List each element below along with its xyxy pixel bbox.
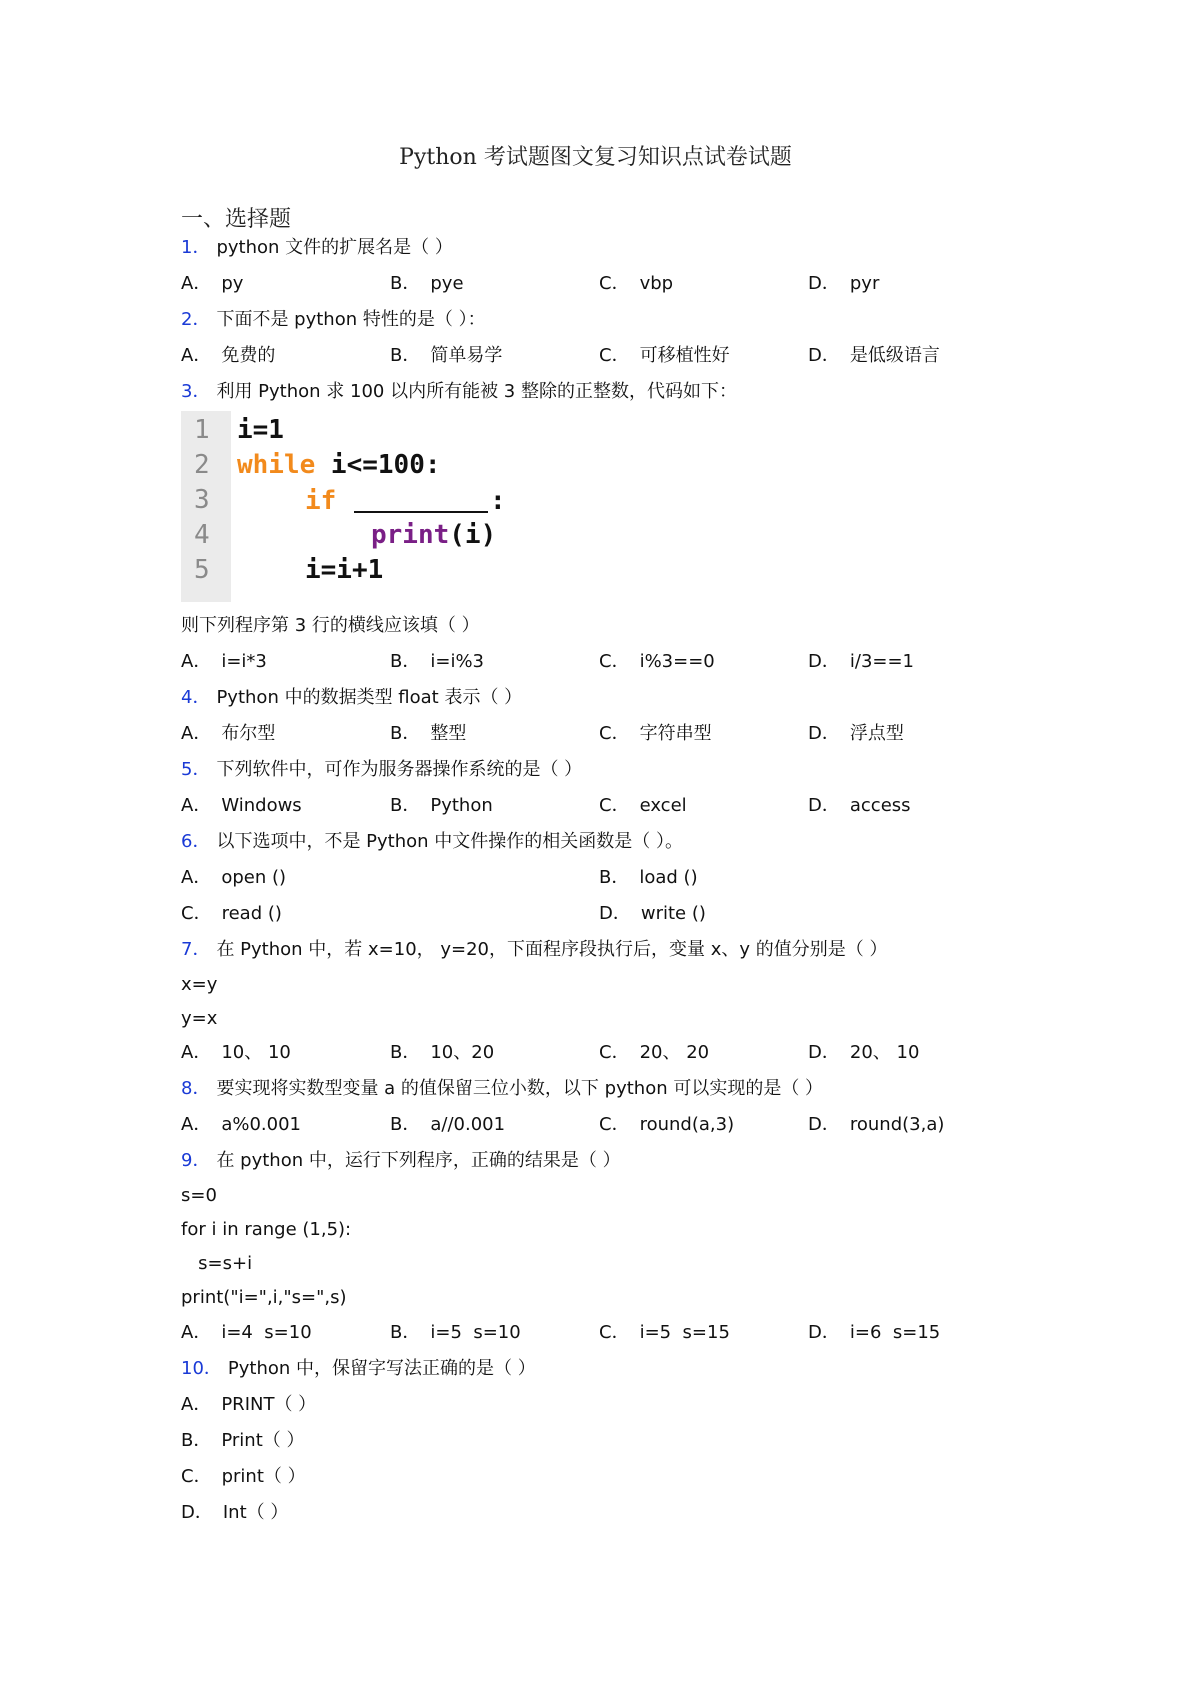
document-title: Python 考试题图文复习知识点试卷试题: [399, 145, 792, 170]
option-b: B． 10、20: [390, 1042, 495, 1063]
keyword: while: [237, 450, 316, 480]
option-b: B． pye: [390, 273, 464, 294]
option-c: C． i=5 s=15: [599, 1322, 730, 1343]
option-b: B． 简单易学: [390, 345, 503, 366]
code-line: s=0: [181, 1185, 217, 1206]
question-text: 在 Python 中，若 x=10， y=20，下面程序段执行后，变量 x、y 的值分别是（ ）: [216, 939, 888, 960]
option-d: D． 浮点型: [808, 723, 904, 744]
question-number: 10．: [181, 1358, 222, 1379]
question-number: 1．: [181, 237, 211, 258]
option-d: D． Int（ ）: [181, 1502, 289, 1523]
code-line-2: while i<=100:: [237, 450, 441, 480]
option-d: D． 20、 10: [808, 1042, 920, 1063]
option-c: C． round(a,3): [599, 1114, 735, 1135]
question-number: 5．: [181, 759, 211, 780]
option-c: C． i%3==0: [599, 651, 715, 672]
question-number: 4．: [181, 687, 211, 708]
option-d: D． i/3==1: [808, 651, 915, 672]
question-text: 下面不是 python 特性的是（ ）：: [216, 309, 486, 330]
line-number: 1: [194, 415, 210, 445]
question-text: 以下选项中，不是 Python 中文件操作的相关函数是（ ）。: [216, 831, 684, 852]
code-line-4: print(i): [371, 520, 497, 550]
question-9: [181, 1149, 621, 1173]
option-b: B． Print（ ）: [181, 1430, 305, 1451]
code-snippet: [181, 411, 511, 602]
option-c: C． excel: [599, 795, 687, 816]
function-name: print: [371, 520, 450, 550]
code-line: print("i=",i,"s=",s): [181, 1287, 347, 1308]
option-a: A． 10、 10: [181, 1042, 291, 1063]
code-line: y=x: [181, 1008, 218, 1029]
question-number: 2．: [181, 309, 211, 330]
option-c: C． read (): [181, 903, 282, 924]
code-line-5: i=i+1: [305, 555, 384, 585]
option-a: A． 布尔型: [181, 723, 276, 744]
option-a: A． PRINT（ ）: [181, 1394, 317, 1415]
question-5: [181, 758, 582, 782]
option-c: C． 字符串型: [599, 723, 712, 744]
question-text: 在 python 中，运行下列程序，正确的结果是（ ）: [216, 1150, 621, 1171]
option-d: D． pyr: [808, 273, 880, 294]
question-number: 6．: [181, 831, 211, 852]
line-number: 4: [194, 520, 210, 550]
question-1: [181, 236, 453, 260]
option-d: D． 是低级语言: [808, 345, 940, 366]
code-line-1: i=1: [237, 415, 284, 445]
code-line: x=y: [181, 974, 218, 995]
option-b: B． 整型: [390, 723, 467, 744]
question-7: [181, 938, 887, 962]
option-b: B． i=5 s=10: [390, 1322, 521, 1343]
option-a: A． i=i*3: [181, 651, 267, 672]
option-d: D． round(3,a): [808, 1114, 945, 1135]
option-c: C． print（ ）: [181, 1466, 306, 1487]
question-4: [181, 686, 522, 710]
option-d: D． write (): [599, 903, 706, 924]
line-number: 3: [194, 485, 210, 515]
code-line-3: if :: [305, 486, 506, 516]
option-a: A． Windows: [181, 795, 302, 816]
question-6: [181, 830, 683, 854]
fill-in-blank: [354, 485, 488, 513]
option-a: A． open (): [181, 867, 287, 888]
option-a: A． py: [181, 273, 244, 294]
question-number: 3．: [181, 381, 211, 402]
option-c: C． vbp: [599, 273, 674, 294]
question-3: [181, 380, 737, 404]
question-number: 9．: [181, 1150, 211, 1171]
question-text: 下列软件中，可作为服务器操作系统的是（ ）: [216, 759, 583, 780]
question-10: [181, 1357, 536, 1381]
keyword: if: [305, 486, 337, 516]
question-number: 8．: [181, 1078, 211, 1099]
option-b: B． i=i%3: [390, 651, 484, 672]
option-b: B． a//0.001: [390, 1114, 506, 1135]
question-text: Python 中，保留字写法正确的是（ ）: [227, 1358, 536, 1379]
question-8: [181, 1077, 823, 1101]
option-b: B． load (): [599, 867, 698, 888]
option-c: C． 20、 20: [599, 1042, 710, 1063]
option-a: A． i=4 s=10: [181, 1322, 312, 1343]
question-text: Python 中的数据类型 float 表示（ ）: [216, 687, 523, 708]
option-c: C． 可移植性好: [599, 345, 730, 366]
option-d: D． access: [808, 795, 911, 816]
line-number: 5: [194, 555, 210, 585]
question-2: [181, 308, 486, 332]
option-d: D． i=6 s=15: [808, 1322, 941, 1343]
option-b: B． Python: [390, 795, 493, 816]
code-line: s=s+i: [181, 1253, 253, 1274]
question-text: python 文件的扩展名是（ ）: [216, 237, 453, 258]
question-text: 利用 Python 求 100 以内所有能被 3 整除的正整数，代码如下：: [216, 381, 737, 402]
question-text-continued: 则下列程序第 3 行的横线应该填（ ）: [181, 615, 480, 636]
section-heading: 一、选择题: [181, 207, 292, 232]
code-line: for i in range (1,5):: [181, 1219, 352, 1240]
option-a: A． a%0.001: [181, 1114, 301, 1135]
question-number: 7．: [181, 939, 211, 960]
line-number: 2: [194, 450, 210, 480]
question-text: 要实现将实数型变量 a 的值保留三位小数，以下 python 可以实现的是（ ）: [216, 1078, 824, 1099]
option-a: A． 免费的: [181, 345, 276, 366]
